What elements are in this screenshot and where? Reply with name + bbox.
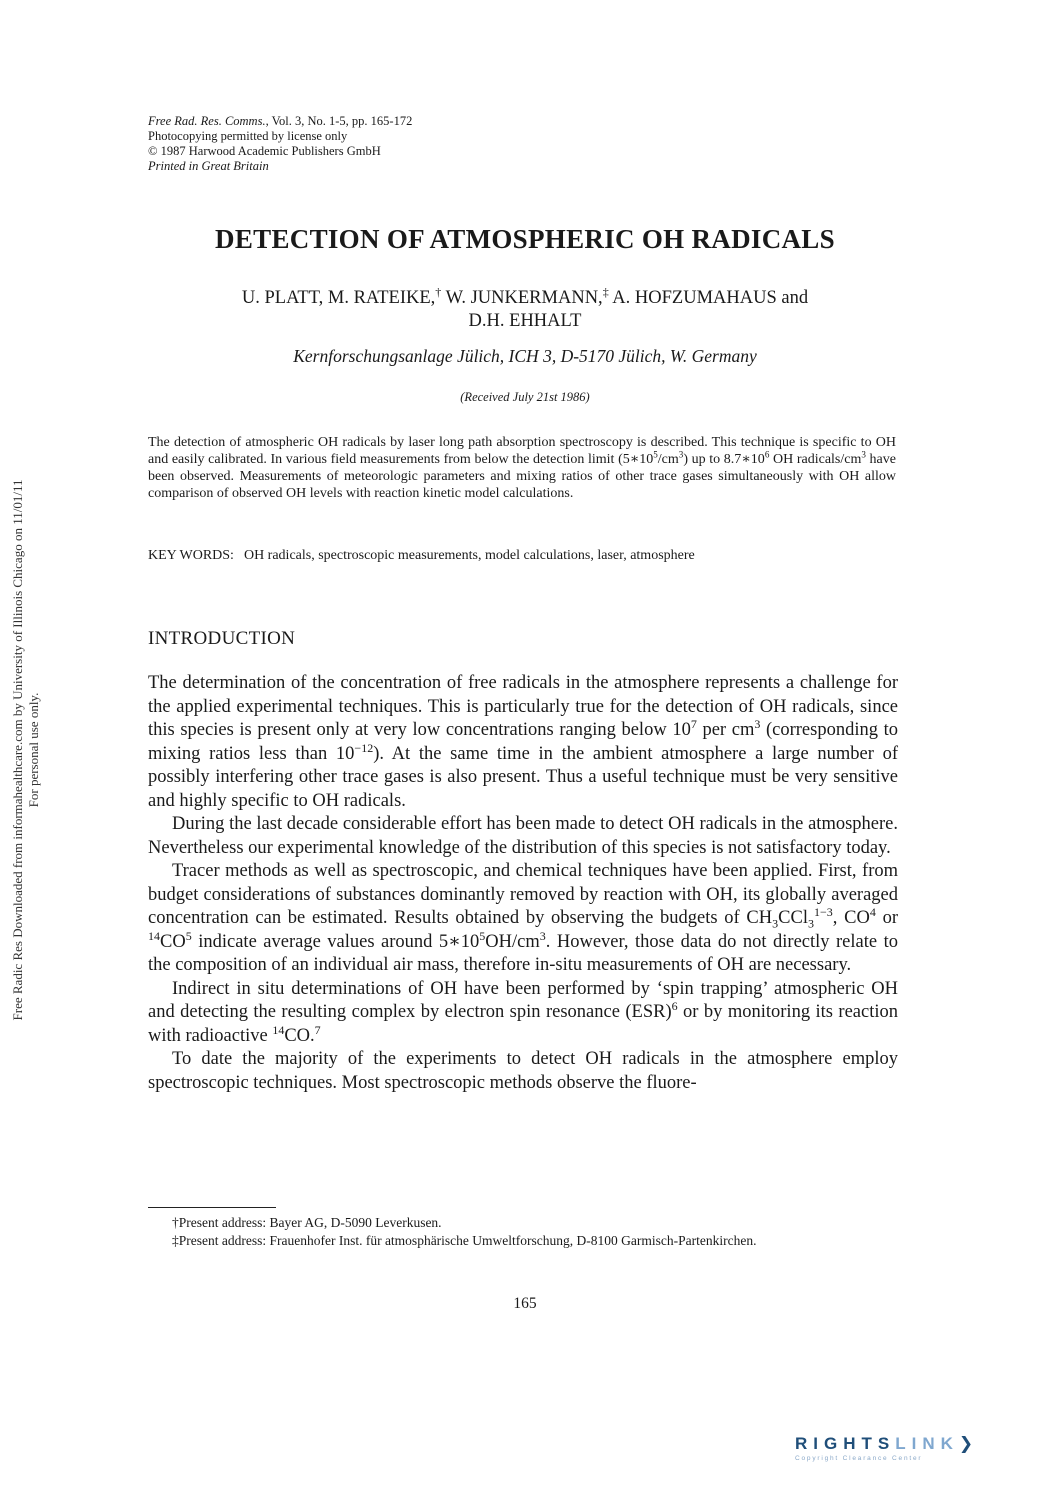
logo-text-dark: RIGHTS	[795, 1434, 896, 1453]
keywords-text: OH radicals, spectroscopic measurements, model calculations, laser, atmosphere	[243, 548, 695, 563]
journal-header	[148, 114, 412, 174]
journal-copyright: © 1987 Harwood Academic Publishers GmbH	[148, 144, 381, 158]
paper-title: DETECTION OF ATMOSPHERIC OH RADICALS	[215, 224, 835, 254]
keywords-label: KEY WORDS:	[148, 548, 234, 563]
received-date: (Received July 21st 1986)	[460, 390, 590, 404]
section-heading: INTRODUCTION	[148, 628, 296, 649]
footnote-mark-dagger: †	[435, 284, 442, 299]
footnote-rule	[148, 1207, 276, 1208]
paragraph: To date the majority of the experiments to detect OH radicals in the atmosphere employ spectroscopic techniques. Most spectroscopic methods observe the fluore-	[148, 1049, 898, 1093]
journal-printed: Printed in Great Britain	[148, 159, 269, 173]
author-line-2: D.H. EHHALT	[468, 311, 582, 331]
paragraph: The determination of the concentration of free radicals in the atmosphere represents a challenge for the applied experimental techniques. This is particularly true for the detection of OH radicals, since this species is present only at very low concentrations ranging below $10^7$ per $cm^3$ (corresponding to mixing ratios less than $10^{-12}$). At the same time in the ambient atmosphere a large number of possibly interfering other trace gases is also present. Thus a useful technique must be very sensitive and highly specific to OH radicals.	[148, 673, 899, 811]
logo-text-light: LINK	[895, 1434, 959, 1453]
footnotes	[148, 1214, 898, 1250]
rightslink-logo[interactable]	[795, 1434, 1030, 1474]
paragraph: During the last decade considerable effort has been made to detect OH radicals in the atmosphere. Nevertheless our experimental knowledge of the distribution of this species is not satisfactory today.	[148, 814, 898, 858]
footnote-mark-double-dagger: ‡	[602, 284, 609, 299]
page-number: 165	[513, 1295, 537, 1312]
footnote: ‡Present address: Frauenhofer Inst. für atmosphärische Umweltforschung, D-8100 Garmisch-Partenkirchen.	[172, 1233, 757, 1248]
watermark-line-2: For personal use only.	[26, 692, 41, 808]
journal-license: Photocopying permitted by license only	[148, 129, 348, 143]
watermark-line-1: Free Radic Res Downloaded from informahealthcare.com by University of Illinois Chicago on 11/01/11	[10, 479, 25, 1021]
journal-name: Free Rad. Res. Comms.	[148, 114, 266, 128]
footnote: †Present address: Bayer AG, D-5090 Leverkusen.	[172, 1215, 442, 1230]
paragraph: Tracer methods as well as spectroscopic, and chemical techniques have been applied. First, from budget considerations of substances dominantly removed by reaction with OH, its globally averaged concentration can be estimated. Results obtained by observing the budgets of $CH_3CCl_3^{1-3}$, $CO^4$ or $^{14}CO^5$ indicate average values around $5∗10^5OH/cm^3$. However, those data do not directly relate to the composition of an individual air mass, therefore in-situ measurements of OH are necessary.	[148, 861, 898, 975]
abstract: The detection of atmospheric OH radicals by laser long path absorption spectroscopy is described. This technique is specific to OH and easily calibrated. In various field measurements from below the detection limit $(5∗10^5/cm^3)$ up to $8.7∗10^6$ OH radicals/$cm^3$ have been observed. Measurements of meteorologic parameters and mixing ratios of other trace gases simultaneously with OH allow comparison of observed OH levels with reaction kinetic model calculations.	[148, 435, 896, 501]
logo-subtitle: Copyright Clearance Center	[795, 1455, 923, 1462]
journal-volume: , Vol. 3, No. 1-5, pp. 165-172	[265, 114, 413, 128]
body-text	[148, 672, 898, 1095]
affiliation: Kernforschungsanlage Jülich, ICH 3, D-5170 Jülich, W. Germany	[293, 346, 757, 366]
logo-arrow-icon: ❯	[958, 1434, 980, 1453]
paragraph: Indirect in situ determinations of OH have been performed by ‘spin trapping’ atmospheric OH and detecting the resulting complex by electron spin resonance (ESR)$^6$ or by monitoring its reaction with radioactive $^{14}$CO.$^7$	[148, 978, 898, 1046]
keywords	[148, 548, 896, 564]
author-list: U. PLATT, M. RATEIKE,† W. JUNKERMANN,‡ A. HOFZUMAHAUS and D.H. EHHALT	[0, 287, 1050, 333]
